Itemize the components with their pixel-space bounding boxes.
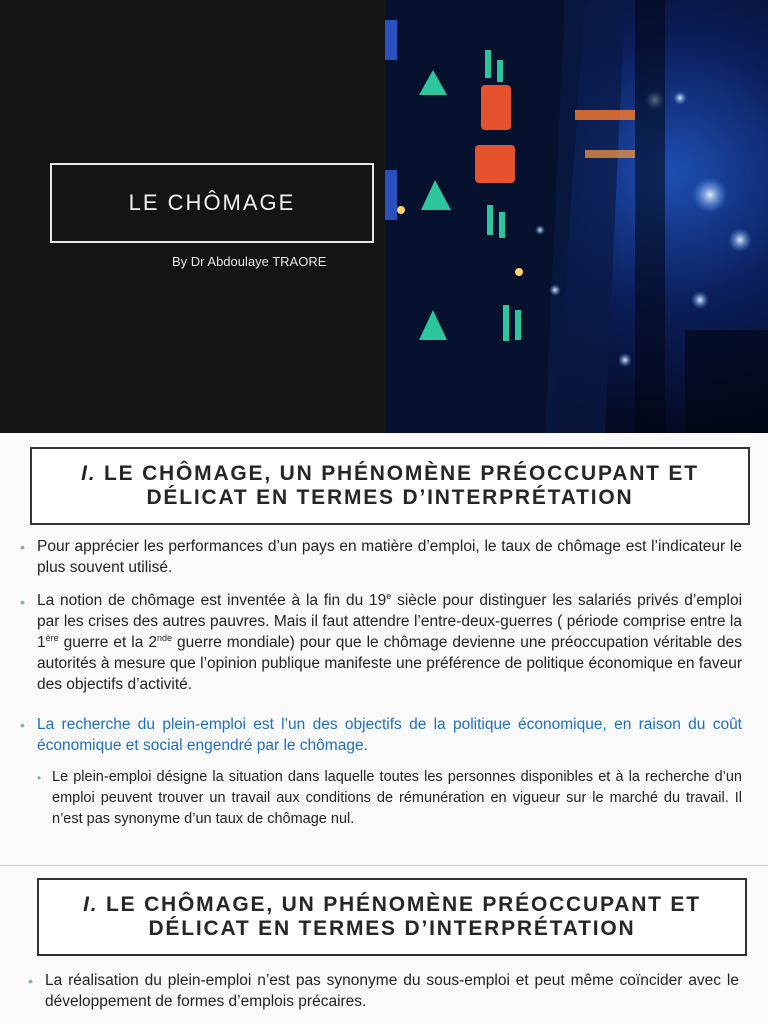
- heading-line-2: DÉLICAT EN TERMES D’INTERPRÉTATION: [146, 486, 634, 509]
- ticker-illustration: [385, 0, 768, 433]
- cover-title-box: [50, 163, 374, 243]
- section-heading-box: [30, 447, 750, 525]
- content-slide-2: [0, 866, 768, 1024]
- heading-number: I.: [81, 462, 97, 485]
- content-slide-1: [0, 433, 768, 865]
- bullet-marker: •: [20, 717, 25, 733]
- paragraph-4: Le plein-emploi désigne la situation dans laquelle toutes les personnes disponibles et à la recherche d’un emploi peuvent trouver un travail aux conditions de rémunération en vigueur sur le marché du travail. Il n’est pas synonyme d’un taux de chômage nul.: [52, 769, 742, 827]
- cover-slide: [0, 0, 768, 433]
- sub-bullet-marker: •: [37, 771, 42, 785]
- heading-line-1: LE CHÔMAGE, UN PHÉNOMÈNE PRÉOCCUPANT ET: [96, 462, 699, 485]
- heading-line-1: LE CHÔMAGE, UN PHÉNOMÈNE PRÉOCCUPANT ET: [98, 893, 701, 916]
- stock-ticker-photo: [385, 0, 768, 433]
- cover-byline: By Dr Abdoulaye TRAORE: [172, 254, 327, 269]
- cover-left-panel: [0, 0, 385, 433]
- cover-title: LE CHÔMAGE: [128, 190, 296, 215]
- section-heading-box: [37, 878, 747, 956]
- paragraph-1: Pour apprécier les performances d’un pays en matière d’emploi, le taux de chômage est l’indicateur le plus souvent utilisé.: [37, 538, 742, 576]
- bullet-marker: •: [20, 594, 25, 610]
- paragraph-1: La réalisation du plein-emploi n’est pas synonyme du sous-emploi et peut même coïncider avec le développement de formes d’emplois précaires.: [45, 972, 739, 1010]
- bullet-marker: •: [20, 539, 25, 555]
- heading-number: I.: [83, 893, 99, 916]
- paragraph-2: La notion de chômage est inventée à la fin du 19e siècle pour distinguer les salariés privés d’emploi par les crises des autres pauvres. Mais il faut attendre l’entre-deux-guerres ( période comprise entre la 1ère guerre et la 2nde guerre mondiale) pour que le chômage devienne une préoccupation véritable des autorités à mesure que l’opinion publique manifeste une préférence de politique économique en faveur des objectifs d’activité.: [37, 590, 743, 693]
- heading-line-2: DÉLICAT EN TERMES D’INTERPRÉTATION: [148, 917, 636, 940]
- paragraph-3-highlight: La recherche du plein-emploi est l’un des objectifs de la politique économique, en raison du coût économique et social engendré par le chômage.: [37, 716, 742, 754]
- bullet-marker: •: [28, 973, 33, 989]
